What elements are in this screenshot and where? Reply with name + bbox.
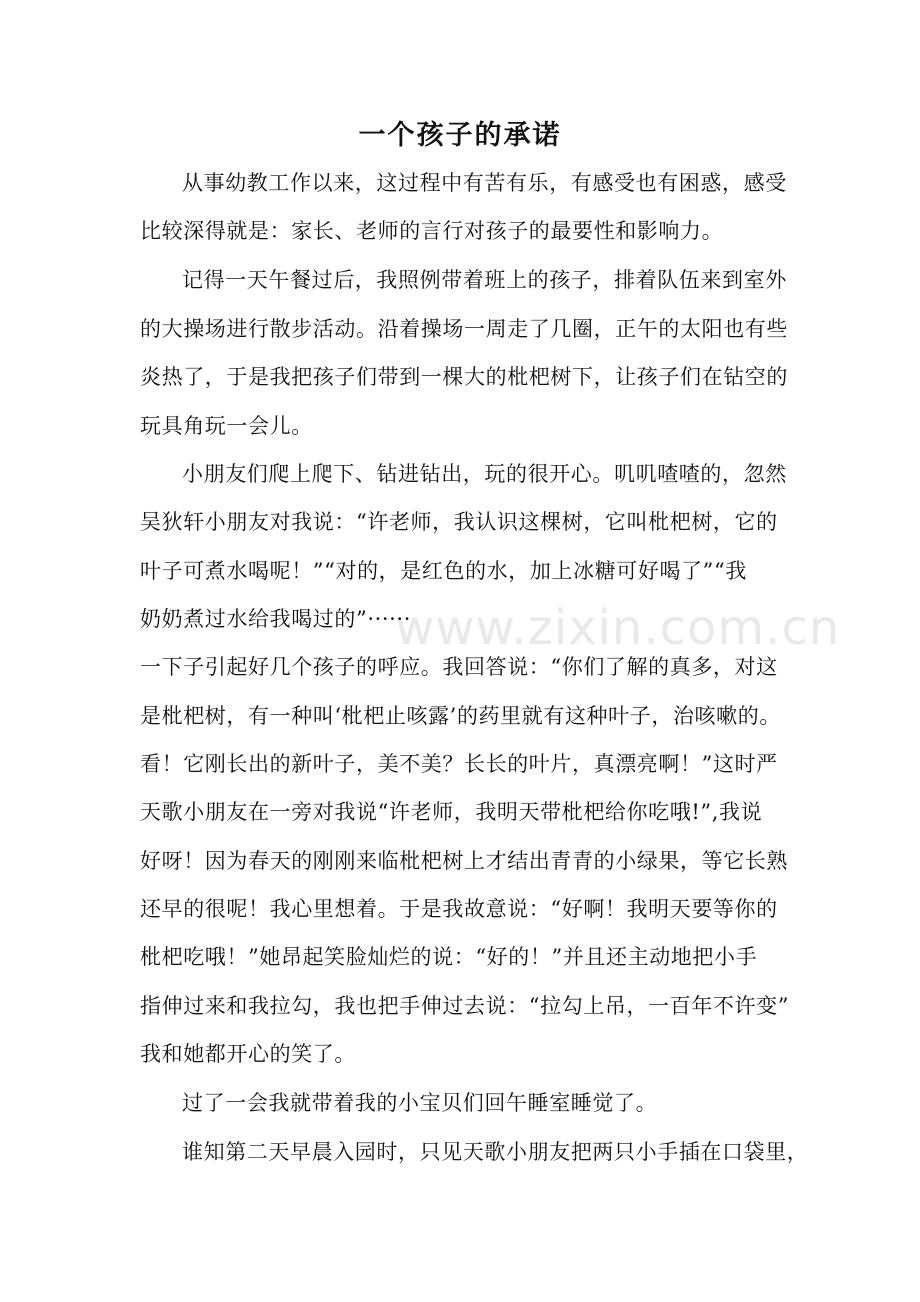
text-line: 小朋友们爬上爬下、钻进钻出，玩的很开心。叽叽喳喳的，忽然 [182,462,787,486]
text-line: 枇杷吃哦！”她昂起笑脸灿烂的说：“好的！”并且还主动地把小手 [140,945,758,969]
watermark: www.zixin.com.cn [395,600,841,656]
text-line: 还早的很呢！我心里想着。于是我故意说：“好啊！我明天要等你的 [140,897,778,921]
text-line: 一下子引起好几个孩子的呼应。我回答说：“你们了解的真多，对这 [140,655,778,679]
text-line: 炎热了，于是我把孩子们带到一棵大的枇杷树下，让孩子们在钻空的 [140,365,788,389]
text-line: 看！它刚长出的新叶子，美不美？长长的叶片，真漂亮啊！”这时严 [140,752,778,776]
text-line: 叶子可煮水喝呢！”“对的，是红色的水，加上冰糖可好喝了”“我 [140,559,747,583]
text-line: 我和她都开心的笑了。 [140,1042,356,1066]
text-line: 奶奶煮过水给我喝过的”······ [140,607,411,631]
text-line: 谁知第二天早晨入园时，只见天歌小朋友把两只小手插在口袋里， [182,1140,809,1164]
text-line: 从事幼教工作以来，这过程中有苦有乐，有感受也有困惑，感受 [182,171,787,195]
text-line: 是枇杷树，有一种叫‘枇杷止咳露’的药里就有这种叶子，治咳嗽的。 [140,704,781,728]
text-line: 比较深得就是：家长、老师的言行对孩子的最要性和影响力。 [140,219,724,243]
text-line: 好呀！因为春天的刚刚来临枇杷树上才结出青青的小绿果，等它长熟 [140,849,788,873]
text-line: 天歌小朋友在一旁对我说“许老师，我明天带枇杷给你吃哦!”,我说 [140,800,763,824]
text-line: 记得一天午餐过后，我照例带着班上的孩子，排着队伍来到室外 [182,268,787,292]
text-line: 过了一会我就带着我的小宝贝们回午睡室睡觉了。 [182,1091,658,1115]
text-line: 的大操场进行散步活动。沿着操场一周走了几圈，正午的太阳也有些 [140,317,788,341]
text-line: 玩具角玩一会儿。 [140,414,313,438]
text-line: 吴狄轩小朋友对我说：“许老师，我认识这棵树，它叫枇杷树，它的 [140,510,778,534]
document-title: 一个孩子的承诺 [358,120,562,151]
text-line: 指伸过来和我拉勾，我也把手伸过去说：“拉勾上吊，一百年不许变” [140,994,790,1018]
